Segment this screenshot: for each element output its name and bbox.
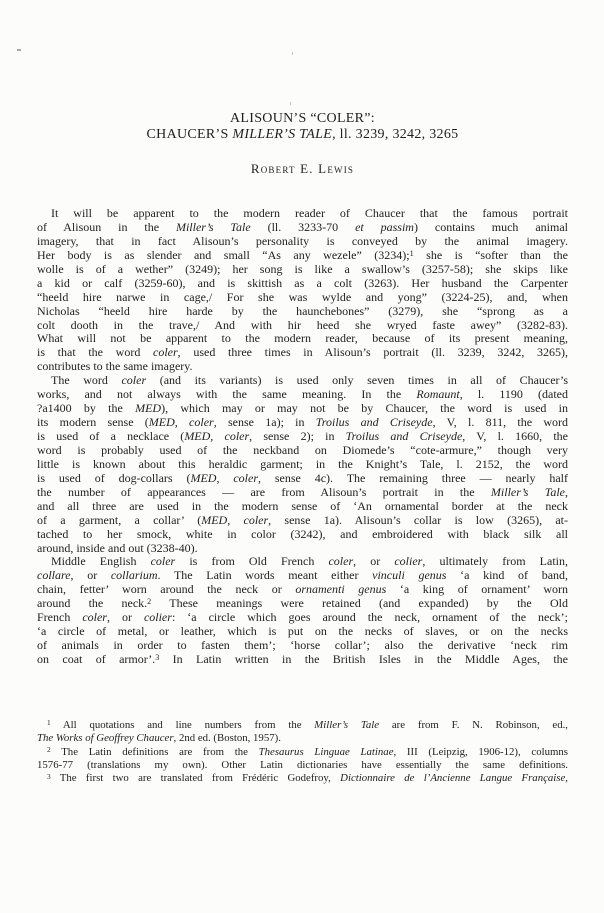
- text-run: ), which may or may not be by Chaucer, the word is used in: [161, 402, 568, 416]
- text-run: Nicholas “heeld hire harde by the haunchebones” (3279), she “sprong as a: [37, 304, 568, 318]
- article-title-line-2: [37, 127, 568, 143]
- text-run: The Latin definitions are from the: [50, 745, 259, 758]
- article-title-line-1: [37, 111, 568, 127]
- text-run: Miller’s Tale: [314, 719, 380, 731]
- text-line: [37, 583, 568, 597]
- text-run: are from F. N. Robinson, ed.,: [379, 719, 568, 731]
- footnote: [37, 719, 568, 746]
- article-author: Robert E. Lewis: [250, 161, 355, 176]
- text-line: [37, 332, 568, 346]
- text-run: MED, coler: [184, 430, 250, 443]
- text-line: [37, 263, 568, 277]
- text-run: The Works of Geoffrey Chaucer: [37, 732, 174, 745]
- text-run: ‘a kind of band,: [446, 569, 568, 583]
- text-line: [37, 360, 568, 374]
- text-line: [37, 514, 568, 528]
- text-run: Miller’s Tale: [175, 220, 251, 234]
- text-line: [37, 249, 568, 263]
- footnote-marker: 3: [47, 772, 51, 781]
- text-run: , sense 1a); in: [213, 416, 316, 430]
- text-run: , V, l. 1660, the: [462, 430, 568, 443]
- text-run: coler: [328, 555, 354, 569]
- text-run: , l. 1190 (dated: [459, 388, 568, 402]
- text-line: [37, 305, 568, 319]
- text-run: MILLER’S TALE: [232, 127, 333, 142]
- footnote-marker: 2: [47, 745, 51, 754]
- text-run: on coat of armor’.: [37, 653, 156, 666]
- text-run: 1576-77 (translations my own). Other Latin dictionaries have essentially the same definitions.: [37, 759, 568, 772]
- text-line: [37, 472, 568, 486]
- text-run: MED: [135, 402, 162, 416]
- text-run: It will be apparent to the modern reader of Chaucer that the famous portrait: [51, 207, 568, 220]
- footnote-marker: 1: [47, 719, 51, 728]
- text-run: ‘a king of ornament’ worn: [386, 583, 568, 597]
- text-line: [37, 388, 568, 402]
- text-run: of Alisoun in the: [37, 220, 176, 234]
- text-run: works, and not always with the same meaning. In the: [37, 388, 417, 402]
- text-run: , sense 4c). The remaining three — nearly half: [258, 471, 568, 485]
- text-line: [37, 402, 568, 416]
- text-run: of animals in order to fasten them’; ‘horse collar’; also the derivative ‘neck rim: [37, 639, 568, 653]
- text-run: The word: [51, 374, 122, 388]
- text-run: Dictionnaire de l’Ancienne Langue Française: [340, 772, 566, 785]
- text-run: contributes to the same imagery.: [37, 360, 193, 374]
- text-line: [37, 528, 568, 542]
- text-run: ?a1400 by the: [37, 402, 136, 416]
- text-run: , 2nd ed. (Boston, 1957).: [173, 732, 281, 745]
- scan-speck: [17, 49, 21, 51]
- text-line: [37, 639, 568, 653]
- text-run: is from Old French: [175, 555, 329, 569]
- text-line: [37, 569, 568, 583]
- text-line: [37, 207, 568, 221]
- text-run: , or: [106, 611, 144, 625]
- text-run: ,: [565, 772, 568, 785]
- paragraph: [37, 374, 568, 555]
- text-line: [37, 542, 568, 556]
- text-line: [37, 555, 568, 569]
- text-run: What will not be apparent to the modern reader, because of its present meaning,: [37, 332, 568, 346]
- text-run: is used of dog-collars (: [37, 471, 191, 485]
- text-run: Her body is as slender and small “As any wezele” (3234);: [37, 248, 410, 262]
- text-line: [37, 444, 568, 458]
- text-run: All quotations and line numbers from the: [50, 719, 315, 731]
- text-run: , sense 1a). Alisoun’s collar is low (3265), at-: [268, 513, 568, 527]
- text-run: collarium: [110, 569, 158, 583]
- text-line: [37, 486, 568, 500]
- scan-speck: [292, 52, 293, 55]
- footnote-marker: 3: [155, 653, 160, 662]
- text-line: [37, 759, 568, 772]
- text-run: , or: [70, 569, 111, 583]
- text-run: MED, coler: [190, 471, 258, 485]
- text-run: (ll. 3233-70: [250, 220, 356, 234]
- text-run: collare: [37, 569, 71, 583]
- text-run: , used three times in Alisoun’s portrait (ll. 3239, 3242, 3265),: [177, 346, 568, 360]
- footnote-marker: 1: [409, 248, 414, 258]
- text-run: , ll. 3239, 3242, 3265: [332, 127, 459, 142]
- text-line: [37, 374, 568, 388]
- text-line: [37, 221, 568, 235]
- text-run: Romaunt: [416, 388, 460, 402]
- text-run: tached to her smock, white in color (3242), and embroidered with black silk all: [37, 527, 568, 541]
- text-run: , III (Leipzig, 1906-12), columns: [393, 745, 568, 758]
- text-line: [37, 772, 568, 785]
- text-run: , or: [353, 555, 395, 569]
- text-line: [37, 319, 568, 333]
- text-run: Troilus and Criseyde: [315, 416, 433, 430]
- text-run: colier: [143, 611, 172, 625]
- text-run: is that the word: [37, 346, 153, 360]
- footnote-marker: 2: [147, 597, 152, 607]
- text-run: a kid or calf (3259-60), and is skittish as a colt (3263). Her husband the Carpenter: [37, 276, 568, 290]
- text-run: imagery, that in fact Alisoun’s personality is conveyed by the animal imagery.: [37, 234, 568, 248]
- text-run: (and its variants) is used only seven times in all of Chaucer’s: [146, 374, 568, 388]
- text-run: is used of a necklace (: [37, 430, 185, 443]
- text-line: [37, 430, 568, 444]
- text-line: [37, 719, 568, 732]
- text-run: and all three are used in the modern sense of ‘An ornamental border at the neck: [37, 499, 568, 513]
- text-run: Troilus and Criseyde: [345, 430, 463, 443]
- text-run: word is probably used of the neckband on Diomede’s “cote-armure,” though very: [37, 443, 568, 457]
- text-run: Thesaurus Linguae Latinae: [258, 745, 394, 758]
- text-run: In Latin written in the British Isles in the Middle Ages, the: [159, 653, 568, 666]
- paragraph: [37, 207, 568, 374]
- text-run: ,: [565, 485, 568, 499]
- text-run: Middle English: [51, 555, 151, 569]
- text-run: she is “softer than the: [413, 248, 568, 262]
- text-run: , ultimately from Latin,: [422, 555, 568, 569]
- text-run: colt dooth in the trave,/ And with hir heed she wryed faste awey” (3282-83).: [37, 318, 568, 332]
- text-run: , V, l. 811, the word: [432, 416, 568, 430]
- text-run: vinculi genus: [372, 569, 447, 583]
- text-run: : ‘a circle which goes around the neck, ornament of the neck’;: [171, 611, 568, 625]
- text-run: ornamenti genus: [295, 583, 387, 597]
- text-run: MED, coler: [201, 513, 269, 527]
- text-run: its modern sense (: [37, 416, 149, 430]
- text-run: coler: [153, 346, 178, 360]
- text-line: [37, 458, 568, 472]
- text-line: [37, 346, 568, 360]
- text-run: of a garment, a collar’ (: [37, 513, 202, 527]
- text-line: [37, 732, 568, 745]
- text-line: [37, 277, 568, 291]
- footnotes-section: [37, 719, 568, 786]
- text-run: , sense 2); in: [249, 430, 346, 443]
- text-run: coler: [150, 555, 176, 569]
- text-line: [37, 291, 568, 305]
- text-run: French: [37, 611, 83, 625]
- text-line: [37, 235, 568, 249]
- text-run: ‘a circle of metal, or leather, which is put on the necks of slaves, or on the necks: [37, 625, 568, 639]
- scan-speck: [290, 102, 291, 105]
- text-run: around the neck.: [37, 597, 148, 611]
- text-line: [37, 611, 568, 625]
- article-body: [37, 207, 568, 667]
- text-run: MED, coler: [148, 416, 214, 430]
- text-run: wolle is of a wether” (3249); her song is like a swallow’s (3257-58); she skips like: [37, 262, 568, 276]
- text-run: Miller’s Tale: [490, 485, 565, 499]
- text-line: [37, 625, 568, 639]
- paragraph: [37, 555, 568, 667]
- text-line: [37, 746, 568, 759]
- text-run: colier: [394, 555, 423, 569]
- footnote: [37, 746, 568, 773]
- text-run: chain, fetter’ worn around the neck or: [37, 583, 296, 597]
- article-title: [37, 111, 568, 143]
- text-run: ) contains much animal: [413, 220, 568, 234]
- text-run: The first two are translated from Frédéric Godefroy,: [50, 772, 341, 785]
- text-run: coler: [82, 611, 107, 625]
- text-line: [37, 500, 568, 514]
- text-run: CHAUCER’S: [146, 127, 233, 142]
- text-run: et passim: [355, 220, 414, 234]
- text-run: little is known about this heraldic garment; in the Knight’s Tale, l. 2152, the word: [37, 457, 568, 471]
- text-run: . The Latin words meant either: [157, 569, 373, 583]
- text-line: [37, 597, 568, 611]
- footnote: [37, 772, 568, 785]
- text-run: “heeld hire narwe in cage,/ For she was wylde and yong” (3224-25), and, when: [37, 290, 568, 304]
- text-run: ALISOUN’S “COLER”:: [230, 111, 375, 126]
- text-run: coler: [121, 374, 147, 388]
- text-line: [37, 416, 568, 430]
- text-run: around, inside and out (3238-40).: [37, 541, 198, 555]
- text-run: These meanings were retained (and expanded) by the Old: [151, 597, 568, 611]
- text-run: the number of appearances — are from Alisoun’s portrait in the: [37, 485, 491, 499]
- text-line: [37, 653, 568, 667]
